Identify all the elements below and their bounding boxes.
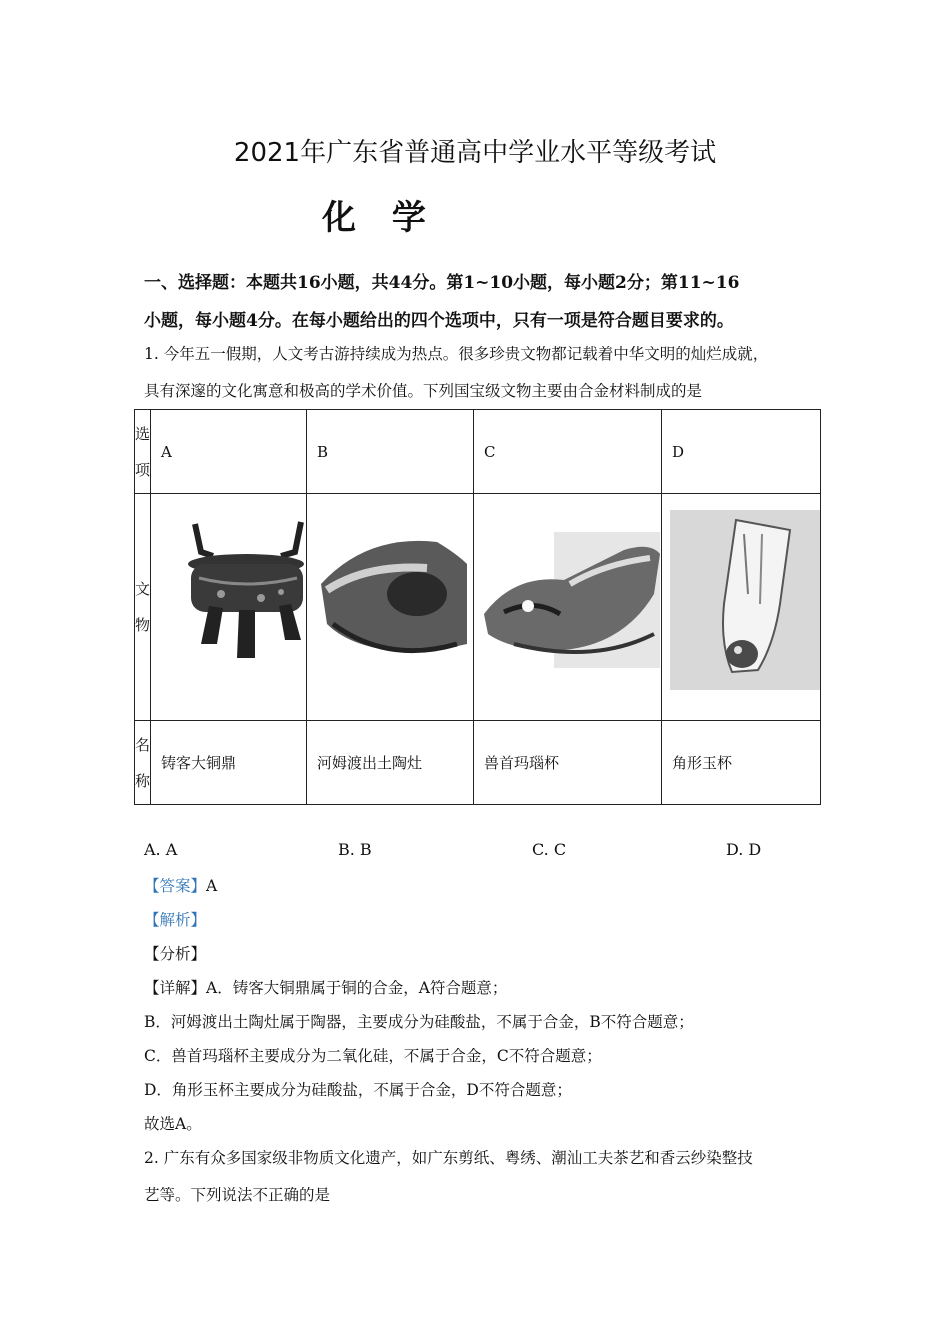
exam-title: 2021年广东省普通高中学业水平等级考试 (233, 138, 717, 168)
section-instruction-line-2: 小题，每小题4分。在每小题给出的四个选项中，只有一项是符合题目要求的。 (144, 311, 734, 331)
artifact-cell-a (151, 494, 307, 721)
pottery-stove-image (307, 494, 473, 716)
bronze-ding-image (151, 494, 306, 716)
artifact-cell-b (307, 494, 474, 721)
artifact-cell-d (662, 494, 821, 721)
jade-cup-image (662, 494, 820, 716)
answer-tag: 【答案】 (144, 877, 207, 895)
q1-options-table (134, 409, 821, 805)
choice-d[interactable]: D. D (726, 840, 762, 859)
detail-line-2: B．河姆渡出土陶灶属于陶器，主要成分为硅酸盐，不属于合金，B不符合题意； (144, 1013, 694, 1031)
table-row-artifacts (135, 494, 821, 721)
table-row-options (135, 410, 821, 494)
q2-stem-line-2: 艺等。下列说法不正确的是 (144, 1186, 331, 1204)
artifact-cell-c (474, 494, 662, 721)
row-label-artifacts: 文物 (135, 494, 151, 721)
detail-line-1: 【详解】A．铸客大铜鼎属于铜的合金，A符合题意； (144, 979, 508, 997)
option-header-a: A (151, 410, 307, 494)
section-instruction-line-1: 一、选择题：本题共16小题，共44分。第1~10小题，每小题2分；第11~16 (144, 273, 740, 293)
detail-line-5: 故选A。 (144, 1115, 202, 1133)
detail-line-3: C．兽首玛瑙杯主要成分为二氧化硅，不属于合金，C不符合题意； (144, 1047, 602, 1065)
option-header-c: C (474, 410, 662, 494)
option-header-d: D (662, 410, 821, 494)
choice-a[interactable]: A. A (144, 840, 178, 859)
q1-stem-line-2: 具有深邃的文化寓意和极高的学术价值。下列国宝级文物主要由合金材料制成的是 (144, 382, 703, 400)
answer-line (144, 874, 217, 896)
artifact-name-b: 河姆渡出土陶灶 (307, 721, 474, 805)
row-label-options: 选项 (135, 410, 151, 494)
artifact-name-a: 铸客大铜鼎 (151, 721, 307, 805)
q1-stem-line-1: 1. 今年五一假期，人文考古游持续成为热点。很多珍贵文物都记载着中华文明的灿烂成就， (144, 345, 769, 363)
fenxi-tag: 【分析】 (144, 945, 207, 963)
agate-cup-image (474, 494, 661, 716)
row-label-names: 名称 (135, 721, 151, 805)
artifact-name-d: 角形玉杯 (662, 721, 821, 805)
analysis-tag: 【解析】 (144, 911, 207, 929)
choice-b[interactable]: B. B (338, 840, 372, 859)
answer-value: A (206, 877, 218, 895)
detail-line-4: D．角形玉杯主要成分为硅酸盐，不属于合金，D不符合题意； (144, 1081, 572, 1099)
artifact-name-c: 兽首玛瑙杯 (474, 721, 662, 805)
subject-title: 化 学 (322, 198, 438, 238)
q2-stem-line-1: 2. 广东有众多国家级非物质文化遗产，如广东剪纸、粤绣、潮汕工夫茶艺和香云纱染整技 (144, 1149, 753, 1167)
option-header-b: B (307, 410, 474, 494)
table-row-names (135, 721, 821, 805)
choice-c[interactable]: C. C (532, 840, 567, 859)
